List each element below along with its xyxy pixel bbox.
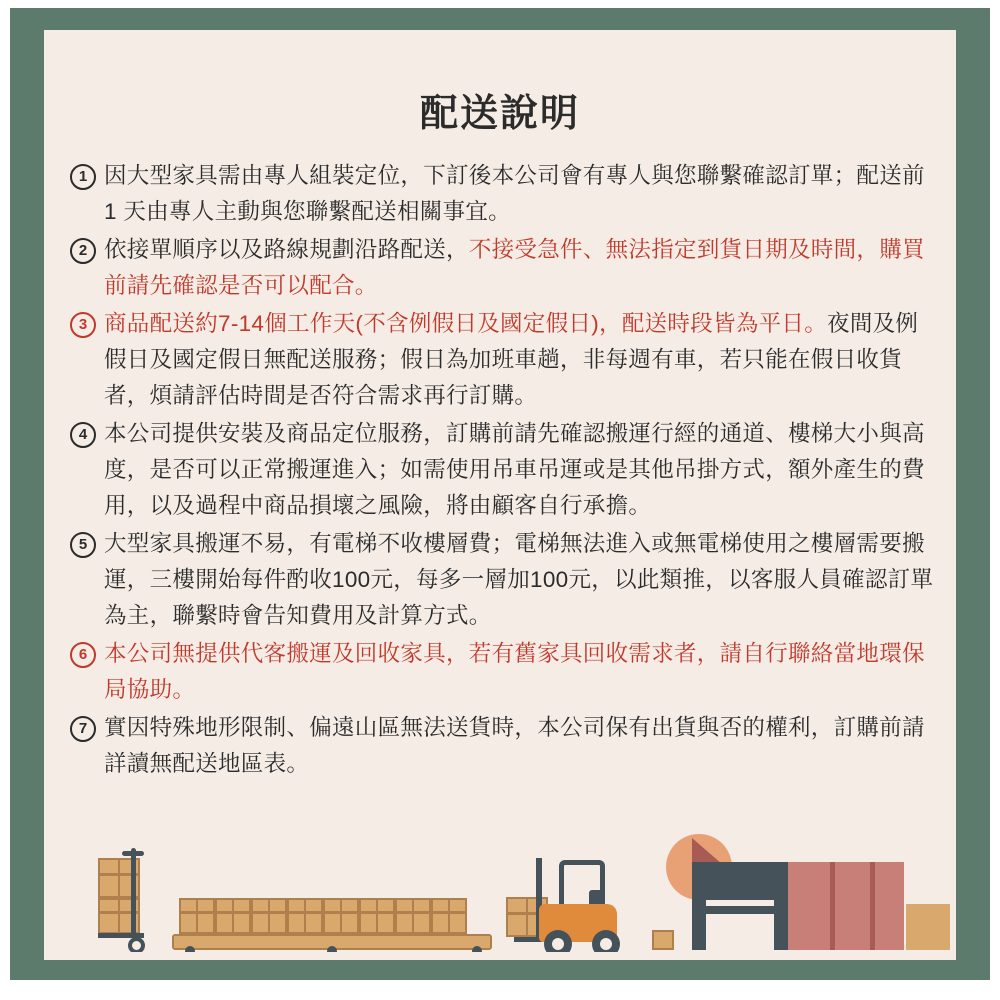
list-item-text	[104, 526, 940, 634]
warehouse-stripe	[830, 862, 835, 950]
text-segment-highlight: 商品配送約7-14個工作天(不含例假日及國定假日)，配送時段皆為平日。	[104, 311, 828, 336]
text-segment: 依接單順序以及路線規劃沿路配送，	[104, 237, 469, 262]
warehouse-roof	[692, 838, 722, 864]
list-item-text	[104, 710, 940, 782]
list-item	[70, 416, 940, 524]
list-item-text	[104, 416, 940, 524]
cardboard-box-icon	[652, 930, 674, 950]
text-segment: 大型家具搬運不易，有電梯不收樓層費；電梯無法進入或無電梯使用之樓層需要搬運，三樓開始每件酌收100元，每多一層加100元，以此類推，以客服人員確認訂單為主，聯繫時會告知費用及計算方式。	[104, 531, 934, 628]
cardboard-box-icon	[323, 898, 359, 934]
list-item-number: 7	[70, 716, 96, 742]
list-item-text	[104, 158, 940, 230]
forklift-fork	[514, 937, 540, 942]
list-item	[70, 636, 940, 708]
cardboard-box-icon	[431, 898, 467, 934]
cardboard-box-icon	[287, 898, 323, 934]
text-segment: 夜間及例假日及國定假日無配送服務；假日為加班車趟，非每週有車，若只能在假日收貨者，煩請評估時間是否符合需求再行訂購。	[104, 311, 919, 408]
cardboard-box-icon	[179, 898, 215, 934]
list-item	[70, 526, 940, 634]
text-segment-highlight: 本公司無提供代客搬運及回收家具，若有舊家具回收需求者，請自行聯絡當地環保局協助。	[104, 641, 925, 702]
text-segment: 因大型家具需由專人組裝定位，下訂後本公司會有專人與您聯繫確認訂單；配送前 1 天由專人主動與您聯繫配送相關事宜。	[104, 163, 925, 224]
list-item-number: 3	[70, 312, 96, 338]
list-item	[70, 158, 940, 230]
list-item-number: 1	[70, 164, 96, 190]
list-item-text	[104, 232, 940, 304]
page-title: 配送說明	[419, 93, 580, 135]
text-segment: 實因特殊地形限制、偏遠山區無法送貨時，本公司保有出貨與否的權利，訂購前請詳讀無配送地區表。	[104, 715, 925, 776]
list-item	[70, 306, 940, 414]
logistics-illustration	[44, 825, 956, 960]
text-segment-highlight: 不接受急件、無法指定到貨日期及時間，購買前請先確認是否可以配合。	[104, 237, 925, 298]
list-item-number: 6	[70, 642, 96, 668]
cardboard-box-icon	[395, 898, 431, 934]
cardboard-box-icon	[359, 898, 395, 934]
hand-truck-handle-top	[122, 851, 144, 856]
hand-truck-icon	[131, 848, 136, 936]
cardboard-box-icon	[251, 898, 287, 934]
warehouse-stripe	[870, 862, 875, 950]
list-item	[70, 232, 940, 304]
list-item-text	[104, 306, 940, 414]
list-item-number: 5	[70, 532, 96, 558]
list-item-text	[104, 636, 940, 708]
cardboard-box-icon	[215, 898, 251, 934]
warehouse-annex	[906, 904, 950, 950]
list-item-number: 2	[70, 238, 96, 264]
delivery-info-card	[44, 30, 956, 960]
ground-line	[44, 952, 956, 960]
list-item-number: 4	[70, 422, 96, 448]
text-segment: 本公司提供安裝及商品定位服務，訂購前請先確認搬運行經的通道、樓梯大小與高度，是否可以正常搬運進入；如需使用吊車吊運或是其他吊掛方式，額外產生的費用，以及過程中商品損壞之風險，將由顧客自行承擔。	[104, 421, 925, 518]
list-item	[70, 710, 940, 782]
delivery-terms-list	[70, 158, 940, 784]
warehouse-door-bar	[706, 906, 774, 914]
